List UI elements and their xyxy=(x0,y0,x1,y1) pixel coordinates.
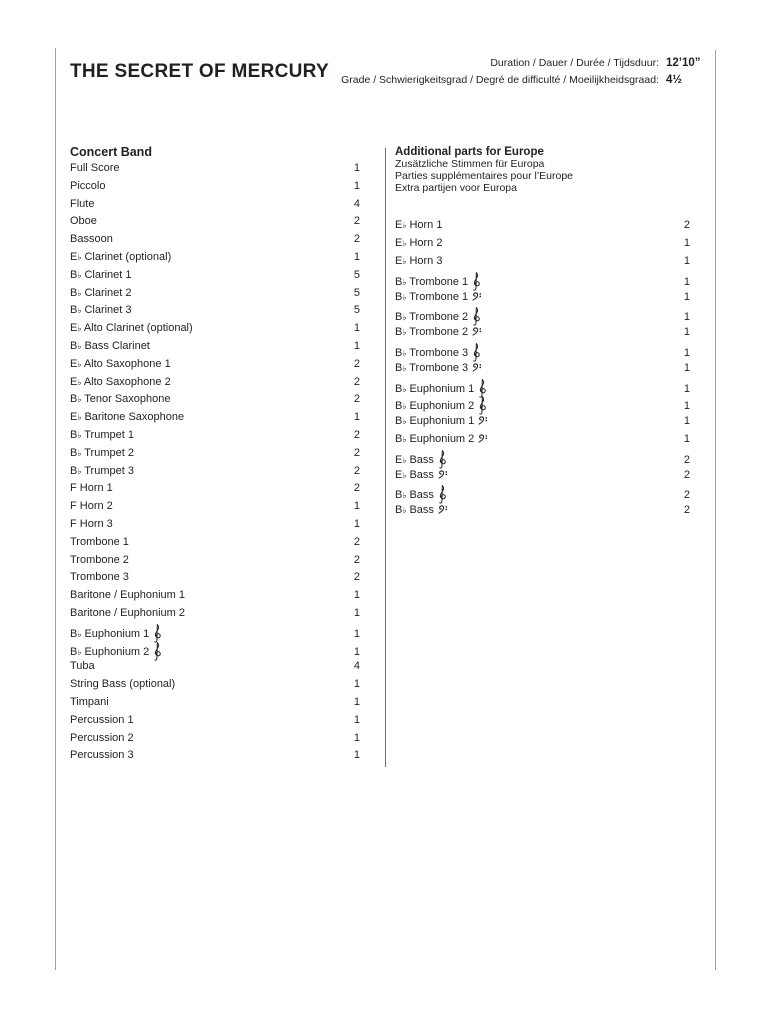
instrument-label: B♭ Trombone 2 xyxy=(395,306,480,327)
duration-label: Duration / Dauer / Durée / Tijdsduur: xyxy=(490,57,659,69)
quantity: 1 xyxy=(353,162,360,174)
quantity: 1 xyxy=(353,678,360,691)
instrument-label: B♭ Trumpet 1 xyxy=(70,428,134,441)
instrument-label: B♭ Trombone 3 xyxy=(395,342,480,363)
list-item xyxy=(70,516,360,534)
quantity: 5 xyxy=(353,286,360,299)
instrument-label: Timpani xyxy=(70,695,109,708)
list-item xyxy=(395,502,690,520)
list-item xyxy=(70,587,360,605)
bass-clef-icon xyxy=(478,413,488,431)
quantity: 2 xyxy=(353,428,360,441)
flat-sign: ♭ xyxy=(402,416,407,427)
bass-clef-icon xyxy=(472,360,482,378)
instrument-label: Trombone 1 xyxy=(70,535,129,548)
flat-sign: ♭ xyxy=(77,358,82,369)
flat-sign: ♭ xyxy=(77,646,82,657)
list-item xyxy=(70,391,360,409)
quantity: 1 xyxy=(683,415,690,428)
list-item xyxy=(70,320,360,338)
instrument-label: B♭ Trombone 3 xyxy=(395,360,482,378)
instrument-label: B♭ Bass xyxy=(395,502,448,520)
quantity: 1 xyxy=(683,275,690,288)
quantity: 1 xyxy=(353,500,360,513)
treble-clef-icon xyxy=(153,641,161,662)
list-item xyxy=(70,427,360,445)
instrument-label: E♭ Bass xyxy=(395,449,446,470)
quantity: 1 xyxy=(683,400,690,413)
instrument-label: B♭ Euphonium 1 xyxy=(70,623,161,644)
quantity: 2 xyxy=(353,393,360,406)
instrument-label: B♭ Trumpet 2 xyxy=(70,446,134,459)
instrument-label: Percussion 1 xyxy=(70,713,134,726)
instrument-label: Tuba xyxy=(70,660,95,673)
instrument-label: B♭ Trombone 2 xyxy=(395,324,482,342)
instrument-label: Trombone 3 xyxy=(70,571,129,584)
flat-sign: ♭ xyxy=(402,347,407,358)
quantity: 1 xyxy=(683,290,690,303)
list-item xyxy=(395,342,690,360)
quantity: 2 xyxy=(353,375,360,388)
list-item xyxy=(70,338,360,356)
subtitle-dutch: Extra partijen voor Europa xyxy=(395,181,517,194)
quantity: 2 xyxy=(353,464,360,477)
list-item xyxy=(70,213,360,231)
list-item xyxy=(70,409,360,427)
instrument-label: Baritone / Euphonium 1 xyxy=(70,589,185,602)
instrument-label: E♭ Bass xyxy=(395,467,448,485)
flat-sign: ♭ xyxy=(402,490,407,501)
list-item xyxy=(70,694,360,712)
flat-sign: ♭ xyxy=(402,327,407,338)
quantity: 1 xyxy=(683,432,690,445)
bass-clef-icon xyxy=(478,431,488,449)
concert-band-section xyxy=(70,145,360,765)
instrument-label: Piccolo xyxy=(70,179,106,192)
quantity: 1 xyxy=(683,326,690,339)
list-item xyxy=(395,289,690,307)
instrument-label: E♭ Alto Saxophone 1 xyxy=(70,357,171,370)
quantity: 2 xyxy=(683,504,690,517)
flat-sign: ♭ xyxy=(402,220,407,231)
instrument-label: String Bass (optional) xyxy=(70,678,176,691)
instrument-label: B♭ Bass Clarinet xyxy=(70,339,150,352)
list-item xyxy=(395,449,690,467)
list-item xyxy=(395,467,690,485)
quantity: 1 xyxy=(353,749,360,762)
instrument-label: E♭ Alto Saxophone 2 xyxy=(70,375,171,388)
subtitle-french: Parties supplémentaires pour l’Europe xyxy=(395,169,574,182)
quantity: 1 xyxy=(353,339,360,352)
flat-sign: ♭ xyxy=(77,376,82,387)
instrument-label: B♭ Bass xyxy=(395,484,446,505)
instrument-label: B♭ Clarinet 3 xyxy=(70,304,132,317)
list-item xyxy=(395,217,690,235)
instrument-label: Oboe xyxy=(70,215,97,228)
instrument-label: B♭ Clarinet 2 xyxy=(70,286,132,299)
quantity: 2 xyxy=(353,215,360,228)
list-item xyxy=(395,306,690,324)
list-item xyxy=(70,730,360,748)
quantity: 1 xyxy=(353,645,360,658)
quantity: 1 xyxy=(683,361,690,374)
list-item xyxy=(70,160,360,178)
quantity: 2 xyxy=(683,468,690,481)
quantity: 2 xyxy=(353,482,360,495)
quantity: 4 xyxy=(353,197,360,210)
quantity: 2 xyxy=(683,453,690,466)
flat-sign: ♭ xyxy=(77,429,82,440)
list-item xyxy=(70,356,360,374)
instrument-label: B♭ Clarinet 1 xyxy=(70,268,132,281)
list-item xyxy=(70,641,360,659)
list-item xyxy=(70,267,360,285)
instrument-label: E♭ Horn 3 xyxy=(395,254,443,267)
quantity: 1 xyxy=(353,250,360,263)
flat-sign: ♭ xyxy=(77,465,82,476)
flat-sign: ♭ xyxy=(402,454,407,465)
list-item xyxy=(395,395,690,413)
flat-sign: ♭ xyxy=(77,269,82,280)
duration-line xyxy=(329,55,708,72)
quantity: 1 xyxy=(683,237,690,250)
flat-sign: ♭ xyxy=(402,238,407,249)
flat-sign: ♭ xyxy=(402,401,407,412)
quantity: 2 xyxy=(353,233,360,246)
quantity: 2 xyxy=(353,553,360,566)
instrument-label: F Horn 2 xyxy=(70,500,113,513)
quantity: 2 xyxy=(353,571,360,584)
instrument-label: Baritone / Euphonium 2 xyxy=(70,606,185,619)
bass-clef-icon xyxy=(472,289,482,307)
list-item xyxy=(395,235,690,253)
list-item xyxy=(395,324,690,342)
list-item xyxy=(70,552,360,570)
list-item xyxy=(395,431,690,449)
instrument-label: Percussion 2 xyxy=(70,731,134,744)
grade-value: 4½ xyxy=(666,73,682,86)
list-item xyxy=(70,445,360,463)
quantity: 1 xyxy=(353,695,360,708)
header xyxy=(70,55,708,88)
bass-clef-icon xyxy=(438,467,448,485)
instrument-label: F Horn 1 xyxy=(70,482,113,495)
instrument-label: B♭ Euphonium 2 xyxy=(395,395,486,416)
instrument-label: E♭ Alto Clarinet (optional) xyxy=(70,322,193,335)
list-item xyxy=(70,676,360,694)
flat-sign: ♭ xyxy=(77,305,82,316)
bass-clef-icon xyxy=(438,502,448,520)
instrument-label: B♭ Euphonium 1 xyxy=(395,413,488,431)
flat-sign: ♭ xyxy=(77,628,82,639)
list-item xyxy=(70,302,360,320)
duration-value: 12’10” xyxy=(666,57,701,69)
additional-parts-heading: Additional parts for Europe xyxy=(395,146,544,158)
quantity: 2 xyxy=(683,219,690,232)
list-item xyxy=(70,569,360,587)
list-item xyxy=(70,196,360,214)
instrument-label: B♭ Euphonium 2 xyxy=(395,431,488,449)
instrument-label: B♭ Euphonium 1 xyxy=(395,378,486,399)
instrument-label: E♭ Clarinet (optional) xyxy=(70,250,172,263)
quantity: 1 xyxy=(683,254,690,267)
instrument-label: E♭ Baritone Saxophone xyxy=(70,411,185,424)
page-edge-right xyxy=(715,50,716,970)
list-item xyxy=(70,178,360,196)
instrument-label: B♭ Tenor Saxophone xyxy=(70,393,171,406)
grade-label: Grade / Schwierigkeitsgrad / Degré de difficulté / Moeilijkheidsgraad: xyxy=(341,73,659,86)
flat-sign: ♭ xyxy=(77,287,82,298)
list-item xyxy=(395,271,690,289)
quantity: 1 xyxy=(683,382,690,395)
list-item xyxy=(70,231,360,249)
additional-parts-section xyxy=(395,145,690,520)
flat-sign: ♭ xyxy=(77,340,82,351)
flat-sign: ♭ xyxy=(402,505,407,516)
quantity: 1 xyxy=(353,322,360,335)
list-item xyxy=(70,285,360,303)
flat-sign: ♭ xyxy=(402,291,407,302)
quantity: 1 xyxy=(683,311,690,324)
list-item xyxy=(70,463,360,481)
instrument-label: B♭ Trombone 1 xyxy=(395,271,480,292)
list-item xyxy=(70,605,360,623)
quantity: 2 xyxy=(353,357,360,370)
subtitle-german: Zusätzliche Stimmen für Europa xyxy=(395,158,545,170)
column-divider xyxy=(385,148,386,767)
page-edge-left xyxy=(55,48,56,970)
quantity: 4 xyxy=(353,660,360,673)
quantity: 1 xyxy=(353,731,360,744)
list-item xyxy=(70,374,360,392)
instrument-label: B♭ Trombone 1 xyxy=(395,289,482,307)
grade-line xyxy=(329,72,708,89)
instrument-label: F Horn 3 xyxy=(70,517,113,530)
flat-sign: ♭ xyxy=(402,383,407,394)
flat-sign: ♭ xyxy=(402,433,407,444)
concert-band-heading: Concert Band xyxy=(70,145,152,159)
instrument-label: B♭ Trumpet 3 xyxy=(70,464,134,477)
list-item xyxy=(70,712,360,730)
flat-sign: ♭ xyxy=(77,412,82,423)
additional-parts-list xyxy=(395,217,690,520)
quantity: 5 xyxy=(353,304,360,317)
concert-band-list xyxy=(70,160,360,765)
list-item xyxy=(70,623,360,641)
quantity: 1 xyxy=(353,627,360,640)
quantity: 1 xyxy=(353,606,360,619)
flat-sign: ♭ xyxy=(402,469,407,480)
quantity: 2 xyxy=(683,489,690,502)
quantity: 1 xyxy=(353,517,360,530)
flat-sign: ♭ xyxy=(77,323,82,334)
quantity: 1 xyxy=(683,346,690,359)
quantity: 1 xyxy=(353,411,360,424)
flat-sign: ♭ xyxy=(402,276,407,287)
page-title: THE SECRET OF MERCURY xyxy=(70,61,329,82)
quantity: 2 xyxy=(353,535,360,548)
list-item xyxy=(395,484,690,502)
quantity: 2 xyxy=(353,446,360,459)
flat-sign: ♭ xyxy=(77,251,82,262)
quantity: 1 xyxy=(353,713,360,726)
instrument-label: Full Score xyxy=(70,162,120,174)
instrument-label: Percussion 3 xyxy=(70,749,134,762)
list-item xyxy=(70,747,360,765)
flat-sign: ♭ xyxy=(402,312,407,323)
list-item xyxy=(395,360,690,378)
meta-block xyxy=(329,55,708,88)
list-item xyxy=(70,498,360,516)
instrument-label: E♭ Horn 1 xyxy=(395,219,443,232)
flat-sign: ♭ xyxy=(77,394,82,405)
list-item xyxy=(70,249,360,267)
bass-clef-icon xyxy=(472,324,482,342)
list-item xyxy=(395,413,690,431)
instrument-label: Trombone 2 xyxy=(70,553,129,566)
quantity: 1 xyxy=(353,179,360,192)
quantity: 1 xyxy=(353,589,360,602)
quantity: 5 xyxy=(353,268,360,281)
list-item xyxy=(395,378,690,396)
instrument-label: E♭ Horn 2 xyxy=(395,237,443,250)
instrument-label: B♭ Euphonium 2 xyxy=(70,641,161,662)
list-item xyxy=(70,480,360,498)
flat-sign: ♭ xyxy=(77,447,82,458)
instrument-label: Bassoon xyxy=(70,233,113,246)
flat-sign: ♭ xyxy=(402,362,407,373)
instrument-label: Flute xyxy=(70,197,95,210)
list-item xyxy=(70,534,360,552)
flat-sign: ♭ xyxy=(402,255,407,266)
list-item xyxy=(395,253,690,271)
